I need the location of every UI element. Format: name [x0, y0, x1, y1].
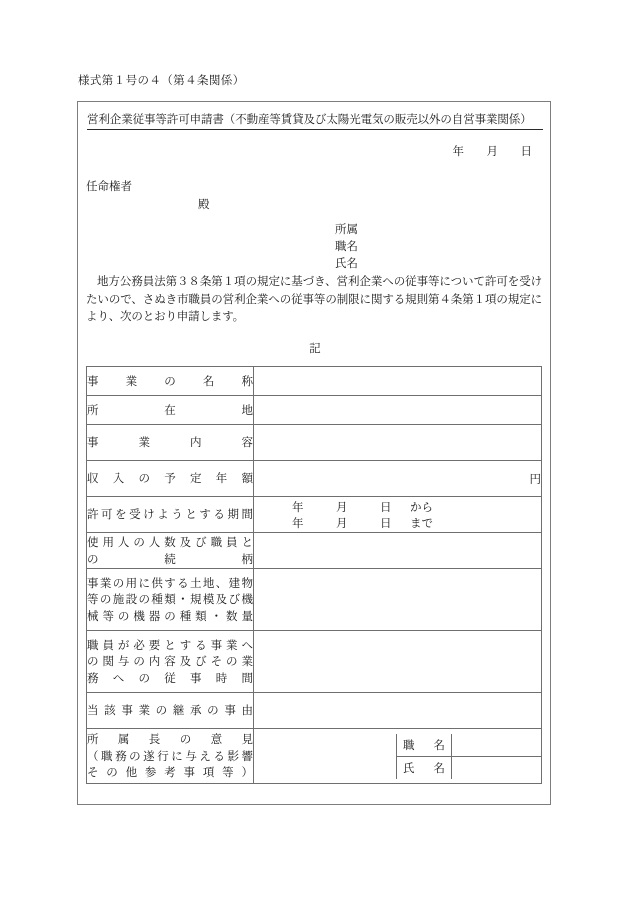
form-outer-frame: [77, 101, 551, 805]
label-facilities-line3: 械等の機器の種類・数量: [87, 608, 253, 623]
supervisor-position-row: [254, 734, 541, 757]
date-year-label: 年: [452, 144, 464, 158]
label-supervisor-opinion: [87, 729, 254, 784]
value-location[interactable]: [254, 396, 542, 425]
table-row-annual-income: [87, 461, 542, 497]
label-annual-income: 収入の予定年額: [87, 461, 254, 497]
value-annual-income-unit[interactable]: 円: [254, 461, 542, 497]
period-from-year-label: 年: [292, 499, 304, 514]
applicant-position-label: 職名: [335, 239, 358, 253]
label-facilities-line2: 等の施設の種類・規模及び機: [87, 592, 253, 607]
applicant-affiliation-label: 所属: [335, 222, 358, 236]
addressee-label: 任命権者: [86, 179, 132, 193]
ki-marker: 記: [309, 341, 321, 355]
label-employees: [87, 533, 254, 569]
table-row-supervisor-opinion: [87, 729, 542, 784]
label-opinion-line2: （職務の遂行に与える影響: [87, 748, 253, 763]
value-facilities[interactable]: [254, 569, 542, 631]
value-supervisor-name[interactable]: [452, 756, 542, 779]
label-involvement-line3: 務への従事時間: [87, 670, 253, 685]
value-permit-period[interactable]: [254, 497, 542, 533]
value-business-content[interactable]: [254, 425, 542, 461]
table-row-facilities: [87, 569, 542, 631]
label-permit-period: 許可を受けようとする期間: [87, 497, 254, 533]
value-succession-reason[interactable]: [254, 693, 542, 729]
label-succession-reason: 当該事業の継承の事由: [87, 693, 254, 729]
label-facilities-line1: 事業の用に供する土地、建物: [87, 575, 253, 590]
period-to-month-label: 月: [336, 515, 348, 530]
table-row-employees: [87, 533, 542, 569]
period-to-day-label: 日: [380, 515, 392, 530]
label-business-name: 事業の名称: [87, 367, 254, 396]
period-from-particle: から: [410, 499, 433, 514]
label-involvement: [87, 631, 254, 693]
label-business-content: 事業内容: [87, 425, 254, 461]
table-row-involvement: [87, 631, 542, 693]
label-employees-line2: の続柄: [87, 551, 253, 566]
label-involvement-line2: の関与の内容及びその業: [87, 654, 253, 669]
label-involvement-line1: 職員が必要とする事業へ: [87, 637, 253, 652]
permit-period-to-line: [254, 515, 541, 531]
value-supervisor-position[interactable]: [452, 734, 542, 757]
date-month-label: 月: [486, 144, 498, 158]
label-supervisor-name: 氏名: [397, 756, 452, 779]
label-supervisor-position: 職名: [397, 734, 452, 757]
table-row-permit-period: [87, 497, 542, 533]
table-row-business-content: [87, 425, 542, 461]
label-opinion-line1: 所属長の意見: [87, 732, 253, 747]
addressee-honorific: 殿: [198, 197, 210, 211]
form-number-label: 様式第１号の４（第４条関係）: [78, 73, 245, 87]
value-supervisor-opinion[interactable]: [254, 734, 397, 779]
supervisor-opinion-subtable: [254, 734, 541, 779]
label-employees-line1: 使用人の人数及び職員と: [87, 535, 253, 549]
applicant-info-block: [335, 221, 358, 272]
supervisor-opinion-cell-group: [254, 729, 542, 784]
value-business-name[interactable]: [254, 367, 542, 396]
permit-period-from-line: [254, 499, 541, 515]
period-to-year-label: 年: [292, 515, 304, 530]
table-row-succession-reason: [87, 693, 542, 729]
value-involvement[interactable]: [254, 631, 542, 693]
label-opinion-line3: その他参考事項等）: [87, 765, 253, 780]
table-row-location: [87, 396, 542, 425]
submission-date-line: [453, 143, 533, 159]
application-details-table: [86, 366, 542, 784]
document-title: 営利企業従事等許可申請書（不動産等賃貸及び太陽光電気の販売以外の自営事業関係）: [87, 111, 543, 130]
body-paragraph: 地方公務員法第３８条第１項の規定に基づき、営利企業への従事等について許可を受けたいので、さぬき市職員の営利企業への従事等の制限に関する規則第４条第１項の規定により、次のとおり申請します。: [86, 274, 542, 323]
period-to-particle: まで: [410, 515, 433, 530]
period-from-day-label: 日: [380, 499, 392, 514]
label-facilities: [87, 569, 254, 631]
label-location: 所在地: [87, 396, 254, 425]
date-day-label: 日: [520, 144, 532, 158]
value-employees[interactable]: [254, 533, 542, 569]
applicant-name-label: 氏名: [335, 256, 358, 270]
table-row-business-name: [87, 367, 542, 396]
period-from-month-label: 月: [336, 499, 348, 514]
